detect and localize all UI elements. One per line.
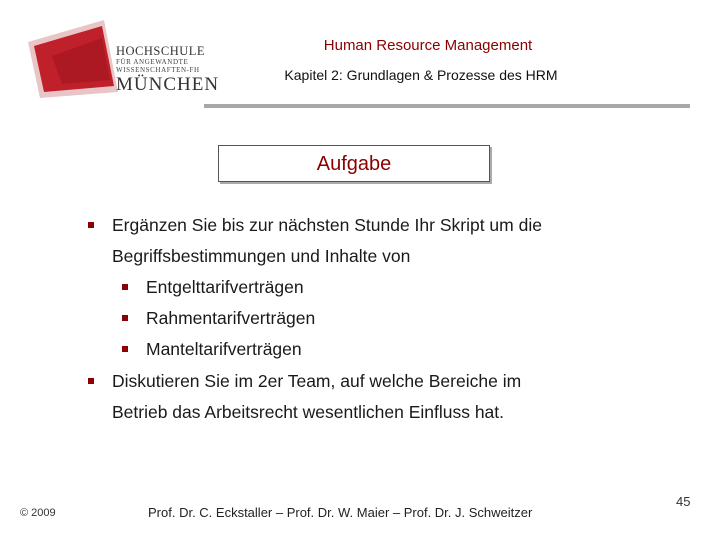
bullet-2-line-2: Betrieb das Arbeitsrecht wesentlichen Einfluss hat. xyxy=(112,402,505,422)
logo-line-hochschule: HOCHSCHULE xyxy=(116,44,206,58)
footer-authors: Prof. Dr. C. Eckstaller – Prof. Dr. W. Maier – Prof. Dr. J. Schweitzer xyxy=(148,505,533,520)
footer-copyright: © 2009 xyxy=(20,507,56,519)
bullet-1-line-1: Ergänzen Sie bis zur nächsten Stunde Ihr Skript um die xyxy=(112,215,542,235)
sub-bullet-3: Manteltarifverträgen xyxy=(146,339,302,359)
logo-line-muenchen: MÜNCHEN xyxy=(116,74,220,95)
bullet-square-icon xyxy=(88,378,94,384)
task-box xyxy=(218,145,490,182)
sub-bullet-square-icon xyxy=(122,284,128,290)
header-subtitle: Kapitel 2: Grundlagen & Prozesse des HRM xyxy=(284,67,558,83)
logo-line-wissenschaften: WISSENSCHAFTEN-FH xyxy=(116,66,200,74)
header-divider xyxy=(204,104,690,108)
bullet-2-line-1: Diskutieren Sie im 2er Team, auf welche Bereiche im xyxy=(112,371,522,391)
sub-bullet-square-icon xyxy=(122,346,128,352)
university-logo xyxy=(22,18,220,100)
sub-bullet-1: Entgelttarifverträgen xyxy=(146,277,304,297)
sub-bullet-square-icon xyxy=(122,315,128,321)
task-box-label: Aufgabe xyxy=(316,153,392,175)
bullet-square-icon xyxy=(88,222,94,228)
bullet-1-line-2: Begriffsbestimmungen und Inhalte von xyxy=(112,246,411,266)
header-title: Human Resource Management xyxy=(323,37,533,54)
page-number: 45 xyxy=(676,494,691,509)
sub-bullet-2: Rahmentarifverträgen xyxy=(146,308,316,328)
logo-line-angewandte: FÜR ANGEWANDTE xyxy=(116,58,189,66)
